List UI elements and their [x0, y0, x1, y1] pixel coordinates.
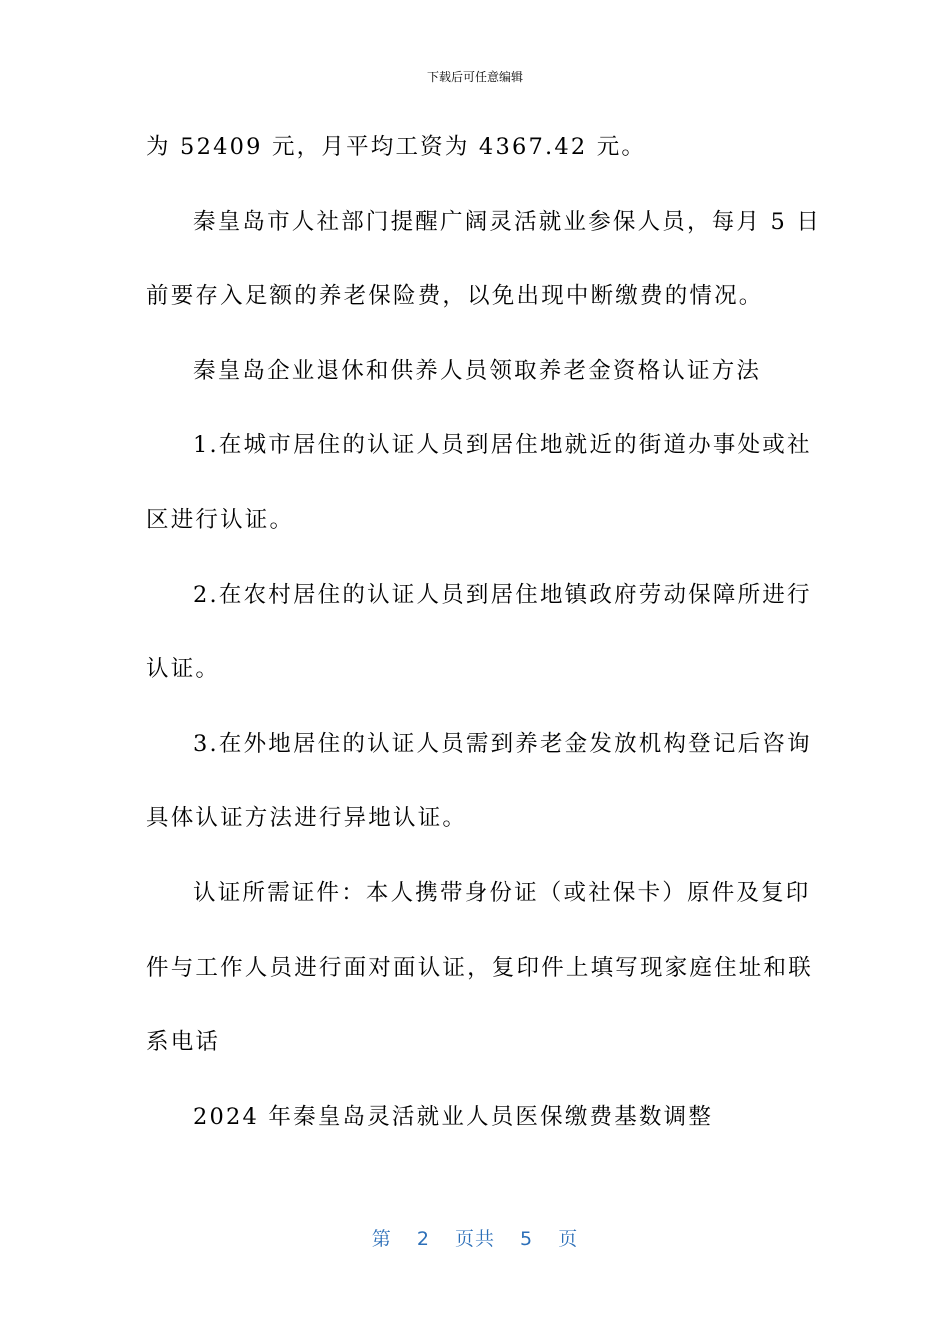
page-footer — [0, 1224, 950, 1251]
footer-suffix: 页 — [558, 1228, 579, 1250]
paragraph-1-line-1: 为 52409 元，月平均工资为 4367.42 元。 — [146, 134, 647, 160]
section-heading-medical-insurance: 2024 年秦皇岛灵活就业人员医保缴费基数调整 — [193, 1103, 714, 1130]
total-pages-number: 5 — [520, 1228, 534, 1250]
list-item-3-line-1: 3.在外地居住的认证人员需到养老金发放机构登记后咨询 — [193, 730, 812, 757]
list-item-3-line-2: 具体认证方法进行异地认证。 — [146, 805, 468, 832]
page-header: 下载后可任意编辑 — [426, 70, 523, 84]
footer-prefix: 第 — [371, 1228, 392, 1250]
paragraph-2-line-1: 秦皇岛市人社部门提醒广阔灵活就业参保人员，每月 5 日 — [193, 208, 822, 235]
list-item-1-line-1: 1.在城市居住的认证人员到居住地就近的街道办事处或社 — [193, 432, 812, 459]
document-body — [146, 120, 822, 1164]
list-item-1-line-2: 区进行认证。 — [146, 506, 295, 533]
current-page-number: 2 — [416, 1228, 430, 1250]
list-item-2-line-2: 认证。 — [146, 656, 221, 683]
required-documents-line-3: 系电话 — [146, 1029, 221, 1056]
required-documents-line-2: 件与工作人员进行面对面认证，复印件上填写现家庭住址和联 — [146, 954, 813, 981]
paragraph-2-line-2: 前要存入足额的养老保险费，以免出现中断缴费的情况。 — [146, 283, 764, 310]
list-item-2-line-1: 2.在农村居住的认证人员到居住地镇政府劳动保障所进行 — [193, 581, 812, 608]
section-heading-certification: 秦皇岛企业退休和供养人员领取养老金资格认证方法 — [193, 357, 762, 384]
required-documents-line-1: 认证所需证件：本人携带身份证（或社保卡）原件及复印 — [193, 879, 811, 906]
footer-middle: 页共 — [454, 1228, 495, 1250]
